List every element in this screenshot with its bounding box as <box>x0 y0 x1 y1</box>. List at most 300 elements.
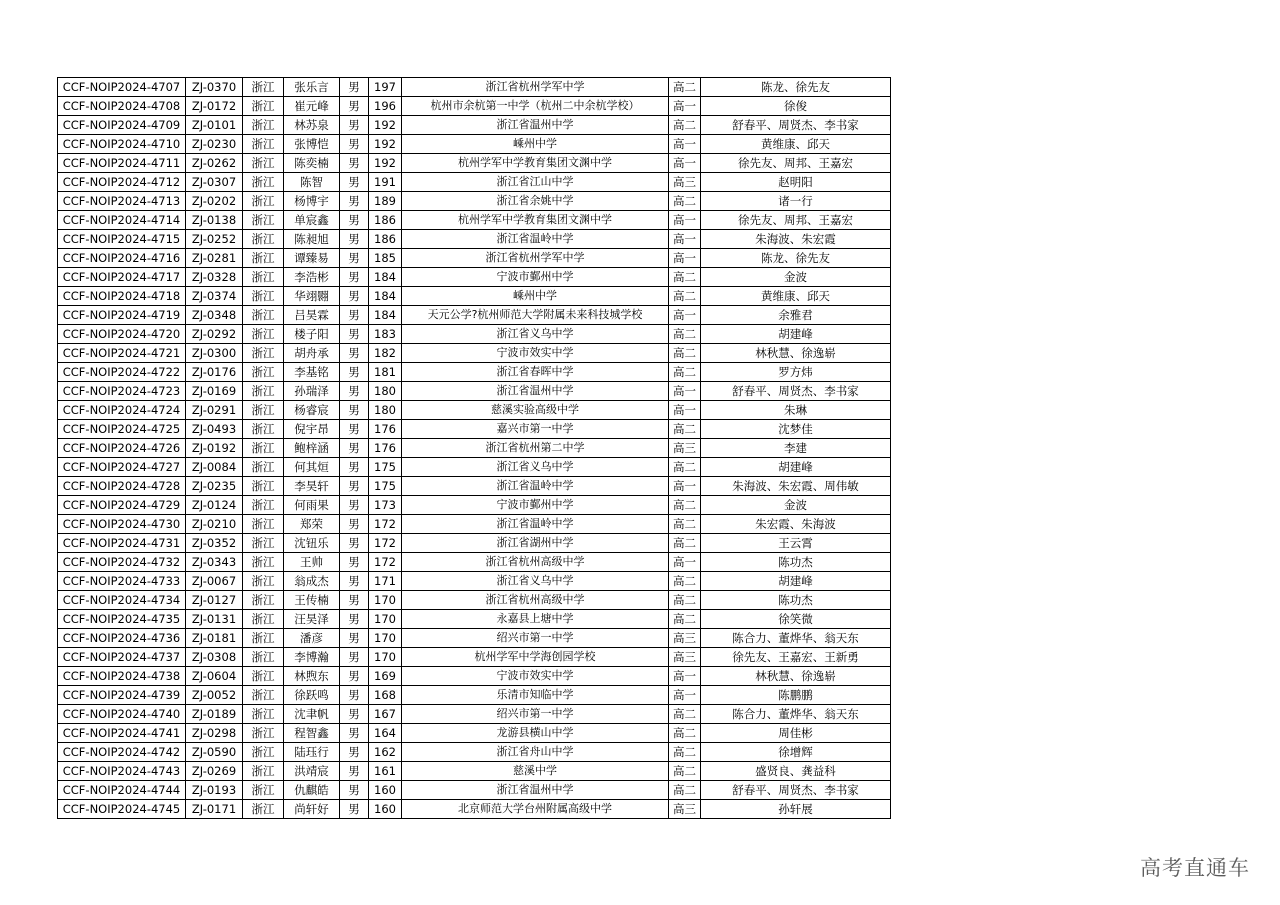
name-cell: 洪靖宸 <box>284 762 340 781</box>
gender-cell: 男 <box>340 629 369 648</box>
score-cell: 186 <box>369 211 402 230</box>
gender-cell: 男 <box>340 781 369 800</box>
school-cell: 浙江省温州中学 <box>402 781 669 800</box>
candidate-code-cell: ZJ-0124 <box>186 496 243 515</box>
province-cell: 浙江 <box>243 553 284 572</box>
contest-id-cell: CCF-NOIP2024-4735 <box>58 610 186 629</box>
province-cell: 浙江 <box>243 724 284 743</box>
contest-id-cell: CCF-NOIP2024-4715 <box>58 230 186 249</box>
name-cell: 李基铭 <box>284 363 340 382</box>
coach-cell: 胡建峰 <box>701 458 891 477</box>
name-cell: 胡舟承 <box>284 344 340 363</box>
contest-id-cell: CCF-NOIP2024-4719 <box>58 306 186 325</box>
contest-id-cell: CCF-NOIP2024-4727 <box>58 458 186 477</box>
table-row <box>58 610 891 629</box>
score-cell: 191 <box>369 173 402 192</box>
candidate-code-cell: ZJ-0067 <box>186 572 243 591</box>
candidate-code-cell: ZJ-0210 <box>186 515 243 534</box>
coach-cell: 胡建峰 <box>701 572 891 591</box>
province-cell: 浙江 <box>243 211 284 230</box>
table-row <box>58 591 891 610</box>
grade-cell: 高一 <box>669 306 701 325</box>
contest-id-cell: CCF-NOIP2024-4741 <box>58 724 186 743</box>
school-cell: 乐清市知临中学 <box>402 686 669 705</box>
name-cell: 张博恺 <box>284 135 340 154</box>
contest-id-cell: CCF-NOIP2024-4737 <box>58 648 186 667</box>
candidate-code-cell: ZJ-0202 <box>186 192 243 211</box>
province-cell: 浙江 <box>243 173 284 192</box>
province-cell: 浙江 <box>243 420 284 439</box>
table-row <box>58 382 891 401</box>
candidate-code-cell: ZJ-0298 <box>186 724 243 743</box>
score-cell: 173 <box>369 496 402 515</box>
grade-cell: 高二 <box>669 534 701 553</box>
name-cell: 郑荣 <box>284 515 340 534</box>
score-cell: 176 <box>369 439 402 458</box>
grade-cell: 高一 <box>669 477 701 496</box>
school-cell: 浙江省江山中学 <box>402 173 669 192</box>
contest-id-cell: CCF-NOIP2024-4721 <box>58 344 186 363</box>
candidate-code-cell: ZJ-0328 <box>186 268 243 287</box>
province-cell: 浙江 <box>243 249 284 268</box>
gender-cell: 男 <box>340 363 369 382</box>
contest-id-cell: CCF-NOIP2024-4718 <box>58 287 186 306</box>
contest-id-cell: CCF-NOIP2024-4722 <box>58 363 186 382</box>
score-cell: 167 <box>369 705 402 724</box>
coach-cell: 朱琳 <box>701 401 891 420</box>
grade-cell: 高二 <box>669 496 701 515</box>
score-cell: 176 <box>369 420 402 439</box>
coach-cell: 陈龙、徐先友 <box>701 78 891 97</box>
coach-cell: 黄维康、邱天 <box>701 135 891 154</box>
school-cell: 杭州学军中学教育集团文渊中学 <box>402 211 669 230</box>
grade-cell: 高一 <box>669 97 701 116</box>
coach-cell: 金波 <box>701 496 891 515</box>
name-cell: 林煦东 <box>284 667 340 686</box>
name-cell: 杨博宇 <box>284 192 340 211</box>
grade-cell: 高三 <box>669 629 701 648</box>
grade-cell: 高一 <box>669 553 701 572</box>
coach-cell: 黄维康、邱天 <box>701 287 891 306</box>
contest-id-cell: CCF-NOIP2024-4707 <box>58 78 186 97</box>
name-cell: 翁成杰 <box>284 572 340 591</box>
province-cell: 浙江 <box>243 686 284 705</box>
table-body <box>58 78 891 819</box>
score-cell: 170 <box>369 591 402 610</box>
name-cell: 鲍梓涵 <box>284 439 340 458</box>
province-cell: 浙江 <box>243 97 284 116</box>
province-cell: 浙江 <box>243 477 284 496</box>
score-cell: 196 <box>369 97 402 116</box>
contest-id-cell: CCF-NOIP2024-4725 <box>58 420 186 439</box>
province-cell: 浙江 <box>243 439 284 458</box>
school-cell: 浙江省杭州高级中学 <box>402 553 669 572</box>
gender-cell: 男 <box>340 591 369 610</box>
coach-cell: 盛贤良、龚益科 <box>701 762 891 781</box>
contest-id-cell: CCF-NOIP2024-4744 <box>58 781 186 800</box>
name-cell: 沈钮乐 <box>284 534 340 553</box>
grade-cell: 高一 <box>669 401 701 420</box>
gender-cell: 男 <box>340 496 369 515</box>
contest-id-cell: CCF-NOIP2024-4740 <box>58 705 186 724</box>
score-cell: 181 <box>369 363 402 382</box>
table-row <box>58 800 891 819</box>
coach-cell: 陈鹏鹏 <box>701 686 891 705</box>
gender-cell: 男 <box>340 211 369 230</box>
name-cell: 陈昶旭 <box>284 230 340 249</box>
gender-cell: 男 <box>340 268 369 287</box>
coach-cell: 罗方炜 <box>701 363 891 382</box>
name-cell: 杨睿宸 <box>284 401 340 420</box>
table-row <box>58 268 891 287</box>
table-row <box>58 439 891 458</box>
name-cell: 程智鑫 <box>284 724 340 743</box>
school-cell: 杭州学军中学教育集团文渊中学 <box>402 154 669 173</box>
school-cell: 浙江省杭州学军中学 <box>402 249 669 268</box>
contest-id-cell: CCF-NOIP2024-4743 <box>58 762 186 781</box>
score-cell: 180 <box>369 382 402 401</box>
gender-cell: 男 <box>340 325 369 344</box>
candidate-code-cell: ZJ-0281 <box>186 249 243 268</box>
grade-cell: 高二 <box>669 743 701 762</box>
coach-cell: 舒春平、周贤杰、李书家 <box>701 382 891 401</box>
name-cell: 王传楠 <box>284 591 340 610</box>
name-cell: 林苏泉 <box>284 116 340 135</box>
school-cell: 宁波市鄞州中学 <box>402 268 669 287</box>
candidate-code-cell: ZJ-0252 <box>186 230 243 249</box>
grade-cell: 高二 <box>669 116 701 135</box>
school-cell: 杭州学军中学海创园学校 <box>402 648 669 667</box>
grade-cell: 高二 <box>669 705 701 724</box>
province-cell: 浙江 <box>243 458 284 477</box>
candidate-code-cell: ZJ-0370 <box>186 78 243 97</box>
school-cell: 宁波市鄞州中学 <box>402 496 669 515</box>
contest-id-cell: CCF-NOIP2024-4734 <box>58 591 186 610</box>
name-cell: 李昊轩 <box>284 477 340 496</box>
school-cell: 宁波市效实中学 <box>402 667 669 686</box>
score-cell: 185 <box>369 249 402 268</box>
province-cell: 浙江 <box>243 629 284 648</box>
table-row <box>58 629 891 648</box>
candidate-code-cell: ZJ-0343 <box>186 553 243 572</box>
candidate-code-cell: ZJ-0084 <box>186 458 243 477</box>
score-cell: 186 <box>369 230 402 249</box>
candidate-code-cell: ZJ-0171 <box>186 800 243 819</box>
province-cell: 浙江 <box>243 154 284 173</box>
contest-id-cell: CCF-NOIP2024-4729 <box>58 496 186 515</box>
contest-id-cell: CCF-NOIP2024-4726 <box>58 439 186 458</box>
score-cell: 184 <box>369 306 402 325</box>
table-row <box>58 762 891 781</box>
coach-cell: 陈功杰 <box>701 553 891 572</box>
province-cell: 浙江 <box>243 268 284 287</box>
coach-cell: 徐增辉 <box>701 743 891 762</box>
gender-cell: 男 <box>340 610 369 629</box>
name-cell: 仇麒皓 <box>284 781 340 800</box>
province-cell: 浙江 <box>243 135 284 154</box>
province-cell: 浙江 <box>243 401 284 420</box>
gender-cell: 男 <box>340 458 369 477</box>
grade-cell: 高二 <box>669 363 701 382</box>
table-row <box>58 401 891 420</box>
candidate-code-cell: ZJ-0169 <box>186 382 243 401</box>
grade-cell: 高一 <box>669 667 701 686</box>
coach-cell: 朱海波、朱宏霞、周伟敏 <box>701 477 891 496</box>
name-cell: 李博瀚 <box>284 648 340 667</box>
grade-cell: 高一 <box>669 211 701 230</box>
province-cell: 浙江 <box>243 743 284 762</box>
gender-cell: 男 <box>340 534 369 553</box>
coach-cell: 舒春平、周贤杰、李书家 <box>701 116 891 135</box>
score-cell: 197 <box>369 78 402 97</box>
school-cell: 嘉兴市第一中学 <box>402 420 669 439</box>
score-cell: 175 <box>369 458 402 477</box>
contest-id-cell: CCF-NOIP2024-4736 <box>58 629 186 648</box>
table-row <box>58 230 891 249</box>
grade-cell: 高二 <box>669 268 701 287</box>
gender-cell: 男 <box>340 572 369 591</box>
school-cell: 嵊州中学 <box>402 135 669 154</box>
school-cell: 浙江省湖州中学 <box>402 534 669 553</box>
grade-cell: 高三 <box>669 439 701 458</box>
gender-cell: 男 <box>340 154 369 173</box>
score-cell: 171 <box>369 572 402 591</box>
school-cell: 浙江省义乌中学 <box>402 572 669 591</box>
school-cell: 浙江省温州中学 <box>402 382 669 401</box>
gender-cell: 男 <box>340 116 369 135</box>
gender-cell: 男 <box>340 724 369 743</box>
province-cell: 浙江 <box>243 325 284 344</box>
school-cell: 浙江省义乌中学 <box>402 325 669 344</box>
coach-cell: 周佳彬 <box>701 724 891 743</box>
score-cell: 172 <box>369 515 402 534</box>
candidate-code-cell: ZJ-0176 <box>186 363 243 382</box>
name-cell: 李浩彬 <box>284 268 340 287</box>
school-cell: 龙游县横山中学 <box>402 724 669 743</box>
table-row <box>58 667 891 686</box>
gender-cell: 男 <box>340 477 369 496</box>
table-row <box>58 572 891 591</box>
table-row <box>58 743 891 762</box>
score-cell: 172 <box>369 553 402 572</box>
province-cell: 浙江 <box>243 192 284 211</box>
school-cell: 浙江省杭州第二中学 <box>402 439 669 458</box>
table-row <box>58 420 891 439</box>
contest-id-cell: CCF-NOIP2024-4730 <box>58 515 186 534</box>
coach-cell: 李建 <box>701 439 891 458</box>
coach-cell: 徐笑微 <box>701 610 891 629</box>
candidate-code-cell: ZJ-0308 <box>186 648 243 667</box>
school-cell: 绍兴市第一中学 <box>402 629 669 648</box>
contest-id-cell: CCF-NOIP2024-4711 <box>58 154 186 173</box>
candidate-code-cell: ZJ-0348 <box>186 306 243 325</box>
grade-cell: 高一 <box>669 686 701 705</box>
school-cell: 浙江省杭州学军中学 <box>402 78 669 97</box>
gender-cell: 男 <box>340 192 369 211</box>
coach-cell: 陈合力、董烨华、翁天东 <box>701 629 891 648</box>
score-cell: 189 <box>369 192 402 211</box>
candidate-code-cell: ZJ-0101 <box>186 116 243 135</box>
table-row <box>58 686 891 705</box>
table-row <box>58 173 891 192</box>
score-cell: 162 <box>369 743 402 762</box>
coach-cell: 朱宏霞、朱海波 <box>701 515 891 534</box>
score-cell: 169 <box>369 667 402 686</box>
name-cell: 张乐言 <box>284 78 340 97</box>
contest-id-cell: CCF-NOIP2024-4742 <box>58 743 186 762</box>
table-row <box>58 249 891 268</box>
coach-cell: 徐先友、周邦、王嘉宏 <box>701 154 891 173</box>
school-cell: 浙江省温岭中学 <box>402 477 669 496</box>
name-cell: 何其烜 <box>284 458 340 477</box>
school-cell: 浙江省温岭中学 <box>402 230 669 249</box>
table-row <box>58 211 891 230</box>
candidate-code-cell: ZJ-0189 <box>186 705 243 724</box>
gender-cell: 男 <box>340 344 369 363</box>
contest-id-cell: CCF-NOIP2024-4720 <box>58 325 186 344</box>
school-cell: 浙江省温岭中学 <box>402 515 669 534</box>
candidate-code-cell: ZJ-0052 <box>186 686 243 705</box>
score-cell: 184 <box>369 268 402 287</box>
name-cell: 谭臻易 <box>284 249 340 268</box>
score-cell: 192 <box>369 116 402 135</box>
contest-id-cell: CCF-NOIP2024-4709 <box>58 116 186 135</box>
coach-cell: 徐先友、王嘉宏、王新勇 <box>701 648 891 667</box>
gender-cell: 男 <box>340 97 369 116</box>
gender-cell: 男 <box>340 667 369 686</box>
coach-cell: 胡建峰 <box>701 325 891 344</box>
school-cell: 浙江省杭州高级中学 <box>402 591 669 610</box>
gender-cell: 男 <box>340 800 369 819</box>
name-cell: 陈奕楠 <box>284 154 340 173</box>
name-cell: 吕昊霖 <box>284 306 340 325</box>
school-cell: 绍兴市第一中学 <box>402 705 669 724</box>
name-cell: 陈智 <box>284 173 340 192</box>
province-cell: 浙江 <box>243 287 284 306</box>
gender-cell: 男 <box>340 762 369 781</box>
province-cell: 浙江 <box>243 344 284 363</box>
gender-cell: 男 <box>340 249 369 268</box>
grade-cell: 高二 <box>669 344 701 363</box>
table-row <box>58 781 891 800</box>
table-row <box>58 724 891 743</box>
gender-cell: 男 <box>340 743 369 762</box>
table-row <box>58 496 891 515</box>
coach-cell: 陈合力、董烨华、翁天东 <box>701 705 891 724</box>
grade-cell: 高一 <box>669 249 701 268</box>
province-cell: 浙江 <box>243 762 284 781</box>
score-cell: 192 <box>369 135 402 154</box>
school-cell: 天元公学?杭州师范大学附属未来科技城学校 <box>402 306 669 325</box>
grade-cell: 高三 <box>669 648 701 667</box>
school-cell: 永嘉县上塘中学 <box>402 610 669 629</box>
candidate-code-cell: ZJ-0235 <box>186 477 243 496</box>
contest-id-cell: CCF-NOIP2024-4724 <box>58 401 186 420</box>
watermark-text: 高考直通车 <box>1140 856 1250 880</box>
gender-cell: 男 <box>340 135 369 154</box>
province-cell: 浙江 <box>243 496 284 515</box>
name-cell: 汪昊泽 <box>284 610 340 629</box>
candidate-code-cell: ZJ-0604 <box>186 667 243 686</box>
grade-cell: 高二 <box>669 78 701 97</box>
coach-cell: 林秋慧、徐逸崭 <box>701 344 891 363</box>
gender-cell: 男 <box>340 439 369 458</box>
name-cell: 何雨果 <box>284 496 340 515</box>
gender-cell: 男 <box>340 401 369 420</box>
grade-cell: 高二 <box>669 458 701 477</box>
school-cell: 浙江省温州中学 <box>402 116 669 135</box>
score-cell: 175 <box>369 477 402 496</box>
school-cell: 浙江省舟山中学 <box>402 743 669 762</box>
contest-id-cell: CCF-NOIP2024-4739 <box>58 686 186 705</box>
candidate-code-cell: ZJ-0131 <box>186 610 243 629</box>
name-cell: 潘彦 <box>284 629 340 648</box>
score-cell: 170 <box>369 629 402 648</box>
score-cell: 184 <box>369 287 402 306</box>
grade-cell: 高一 <box>669 382 701 401</box>
name-cell: 楼子阳 <box>284 325 340 344</box>
coach-cell: 林秋慧、徐逸崭 <box>701 667 891 686</box>
province-cell: 浙江 <box>243 572 284 591</box>
school-cell: 慈溪中学 <box>402 762 669 781</box>
province-cell: 浙江 <box>243 382 284 401</box>
table-row <box>58 648 891 667</box>
score-cell: 160 <box>369 781 402 800</box>
contest-id-cell: CCF-NOIP2024-4728 <box>58 477 186 496</box>
table-row <box>58 477 891 496</box>
table-row <box>58 135 891 154</box>
grade-cell: 高三 <box>669 173 701 192</box>
province-cell: 浙江 <box>243 648 284 667</box>
contest-id-cell: CCF-NOIP2024-4733 <box>58 572 186 591</box>
table-row <box>58 325 891 344</box>
grade-cell: 高二 <box>669 325 701 344</box>
contest-id-cell: CCF-NOIP2024-4714 <box>58 211 186 230</box>
score-cell: 170 <box>369 648 402 667</box>
score-cell: 160 <box>369 800 402 819</box>
school-cell: 北京师范大学台州附属高级中学 <box>402 800 669 819</box>
candidate-code-cell: ZJ-0307 <box>186 173 243 192</box>
province-cell: 浙江 <box>243 306 284 325</box>
score-cell: 180 <box>369 401 402 420</box>
candidate-code-cell: ZJ-0291 <box>186 401 243 420</box>
table-row <box>58 306 891 325</box>
grade-cell: 高三 <box>669 800 701 819</box>
candidate-code-cell: ZJ-0193 <box>186 781 243 800</box>
grade-cell: 高二 <box>669 287 701 306</box>
gender-cell: 男 <box>340 515 369 534</box>
candidate-code-cell: ZJ-0590 <box>186 743 243 762</box>
name-cell: 徐跃鸣 <box>284 686 340 705</box>
candidate-code-cell: ZJ-0230 <box>186 135 243 154</box>
coach-cell: 诸一行 <box>701 192 891 211</box>
coach-cell: 陈龙、徐先友 <box>701 249 891 268</box>
score-cell: 192 <box>369 154 402 173</box>
coach-cell: 陈功杰 <box>701 591 891 610</box>
score-cell: 183 <box>369 325 402 344</box>
name-cell: 华翊翾 <box>284 287 340 306</box>
name-cell: 崔元峰 <box>284 97 340 116</box>
table-row <box>58 192 891 211</box>
table-row <box>58 97 891 116</box>
grade-cell: 高二 <box>669 572 701 591</box>
contest-id-cell: CCF-NOIP2024-4716 <box>58 249 186 268</box>
grade-cell: 高一 <box>669 135 701 154</box>
table-row <box>58 116 891 135</box>
score-cell: 161 <box>369 762 402 781</box>
contest-id-cell: CCF-NOIP2024-4723 <box>58 382 186 401</box>
province-cell: 浙江 <box>243 363 284 382</box>
